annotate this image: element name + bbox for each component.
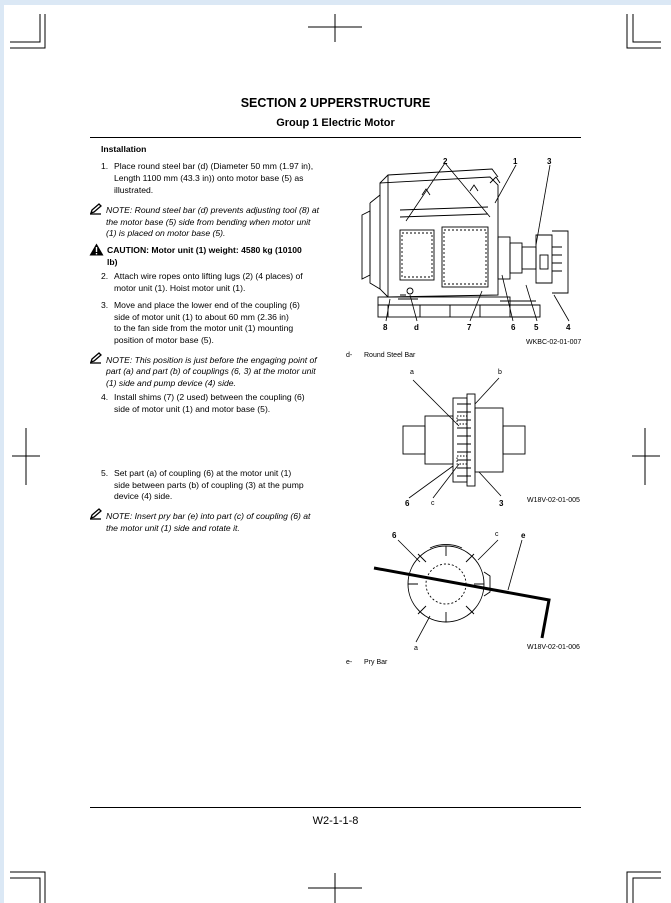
- step3-line1: Move and place the lower end of the coupling (6): [114, 300, 300, 310]
- note-pencil-icon: [89, 508, 103, 520]
- figure1-callout: 1: [513, 157, 518, 166]
- step1-line2: Length 1100 mm (43.3 in)) onto motor base (5) as: [114, 173, 304, 183]
- group-title: Group 1 Electric Motor: [276, 117, 395, 129]
- note3-line2: the motor unit (1) side and rotate it.: [106, 523, 240, 533]
- figure1-callout: 2: [443, 157, 448, 166]
- step4-line2: side of motor unit (1) and motor base (5).: [114, 404, 271, 414]
- step-number: 2.: [101, 271, 109, 281]
- note2-line1: NOTE: This position is just before the engaging point of: [106, 355, 317, 365]
- step2-line2: motor unit (1). Hoist motor unit (1).: [114, 283, 246, 293]
- section-title: SECTION 2 UPPERSTRUCTURE: [240, 96, 431, 110]
- figure1-callout: d: [414, 323, 419, 332]
- figure2-callout: 3: [499, 499, 504, 508]
- figure1-callout: 5: [534, 323, 539, 332]
- step1-line3: illustrated.: [114, 185, 154, 195]
- note1-line3: (1) is placed on motor base (5).: [106, 228, 226, 238]
- figure1-legend-text: Round Steel Bar: [364, 352, 416, 359]
- figure2-callout: c: [431, 500, 435, 507]
- step-number: 3.: [101, 300, 109, 310]
- caution-line1: CAUTION: Motor unit (1) weight: 4580 kg (10100: [107, 245, 302, 255]
- note3-line1: NOTE: Insert pry bar (e) into part (c) of coupling (6) at: [106, 511, 311, 521]
- note1-line2: the motor base (5) side from bending when motor unit: [106, 217, 311, 227]
- step3-line3: to the fan side from the motor unit (1) mounting: [114, 323, 294, 333]
- note2-line3: (1) side and pump device (4) side.: [106, 378, 236, 388]
- note-pencil-icon: [89, 352, 103, 364]
- header-rule: [90, 137, 581, 138]
- step5-line1: Set part (a) of coupling (6) at the motor unit (1): [114, 468, 292, 478]
- caution-triangle-icon: [89, 243, 104, 256]
- figure1-callout: 4: [566, 323, 571, 332]
- step-number: 4.: [101, 392, 109, 402]
- figure2-code: W18V-02-01-005: [527, 497, 580, 504]
- step-number: 5.: [101, 468, 109, 478]
- pry-bar-illustration: [368, 532, 558, 652]
- page-number: W2-1-1-8: [312, 815, 359, 827]
- figure3-callout: e: [521, 531, 526, 540]
- step4-line1: Install shims (7) (2 used) between the coupling (6): [114, 392, 305, 402]
- step-number: 1.: [101, 161, 109, 171]
- note2-line2: part (a) and part (b) of couplings (6, 3) at the motor unit: [106, 366, 316, 376]
- caution-line2: lb): [107, 257, 118, 267]
- figure3-legend-key: e-: [346, 659, 353, 666]
- figure3-code: W18V-02-01-006: [527, 644, 580, 651]
- figure1-callout: 8: [383, 323, 388, 332]
- note1-line1: NOTE: Round steel bar (d) prevents adjusting tool (8) at: [106, 205, 320, 215]
- step2-line1: Attach wire ropes onto lifting lugs (2) (4 places) of: [114, 271, 303, 281]
- step5-line3: device (4) side.: [114, 491, 173, 501]
- step1-line1: Place round steel bar (d) (Diameter 50 mm (1.97 in),: [114, 161, 314, 171]
- figure1-code: WKBC-02-01-007: [526, 339, 582, 346]
- motor-unit-illustration: [340, 155, 590, 350]
- figure1-callout: 7: [467, 323, 472, 332]
- figure1-callout: 6: [511, 323, 516, 332]
- figure3-legend-text: Pry Bar: [364, 659, 388, 666]
- figure2-callout: b: [498, 369, 502, 376]
- installation-heading: Installation: [101, 144, 147, 154]
- figure3-callout: a: [414, 645, 418, 652]
- figure1-legend-key: d-: [346, 352, 353, 359]
- figure2-callout: 6: [405, 499, 410, 508]
- figure2-callout: a: [410, 369, 414, 376]
- figure3-callout: c: [495, 531, 499, 538]
- note-pencil-icon: [89, 203, 103, 215]
- step3-line4: position of motor base (5).: [114, 335, 214, 345]
- figure3-callout: 6: [392, 531, 397, 540]
- step5-line2: side between parts (b) of coupling (3) at the pump: [114, 480, 304, 490]
- figure1-callout: 3: [547, 157, 552, 166]
- step3-line2: side of motor unit (1) to about 60 mm (2.36 in): [114, 312, 289, 322]
- coupling-illustration: [395, 368, 535, 508]
- footer-rule: [90, 807, 581, 808]
